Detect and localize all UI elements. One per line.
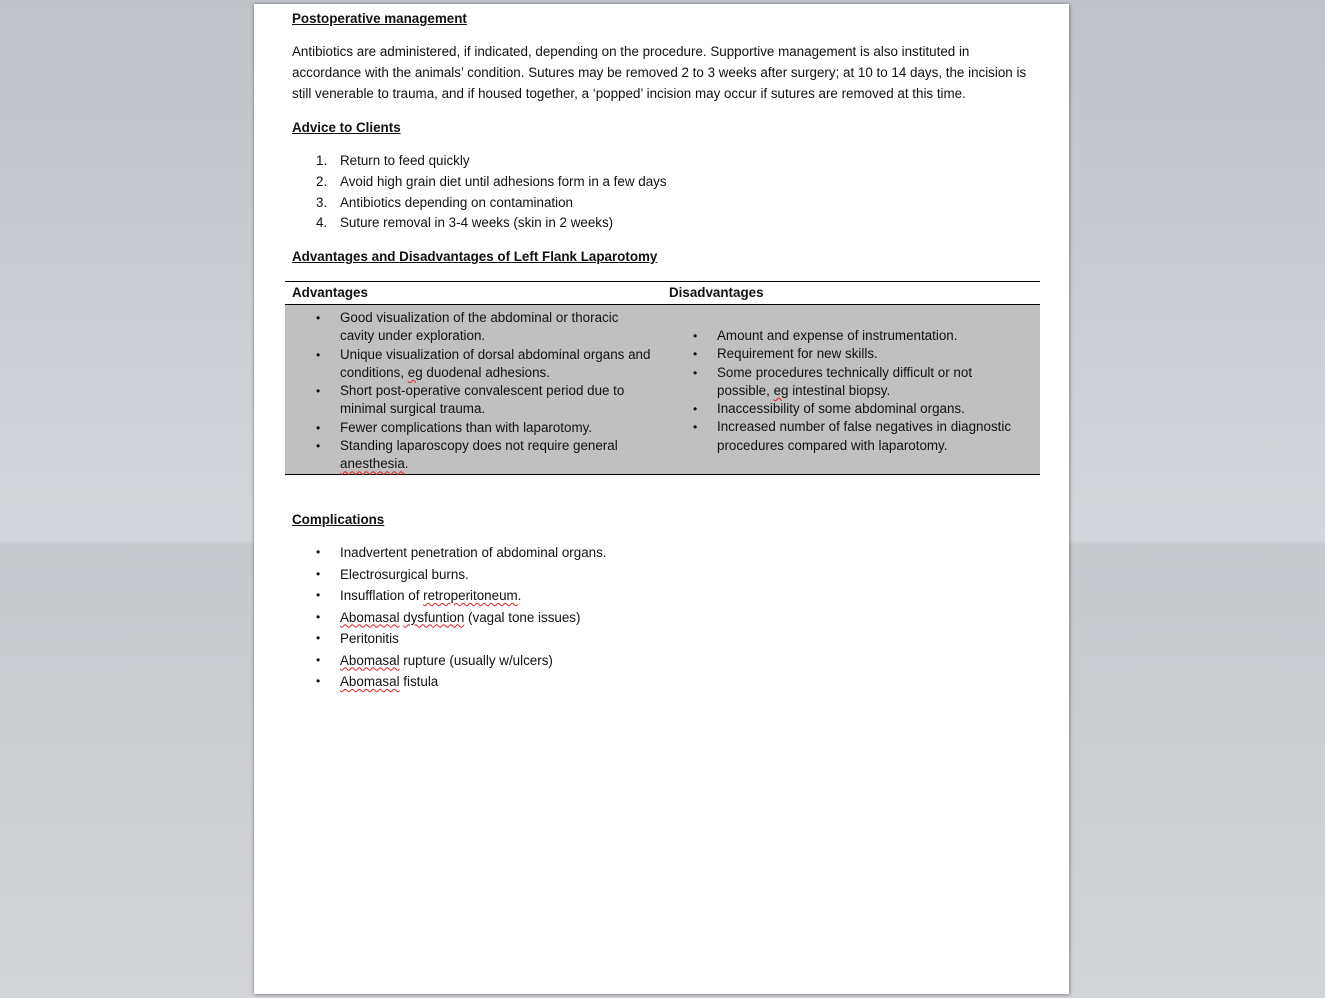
postop-paragraph	[292, 41, 1042, 104]
postop-line: still venerable to trauma, and if housed together, a ‘popped’ incision may occur if sutures are removed at this time.	[292, 86, 966, 101]
advice-heading: Advice to Clients	[292, 120, 401, 135]
list-item: • Electrosurgical burns.	[316, 566, 469, 582]
list-item: • Some procedures technically difficult or not possible, eg intestinal biopsy.	[693, 364, 973, 398]
list-item: • Abomasal dysfuntion (vagal tone issues)	[316, 609, 581, 625]
list-item: • Increased number of false negatives in diagnostic procedures compared with laparotomy.	[693, 419, 1012, 453]
list-item: • Peritonitis	[316, 631, 399, 646]
list-item: • Fewer complications than with laparotomy.	[316, 419, 593, 435]
table-body	[285, 305, 1040, 475]
col-header-disadvantages: Disadvantages	[669, 285, 764, 300]
list-item: 4. Suture removal in 3-4 weeks (skin in 2 weeks)	[316, 215, 614, 231]
postop-heading: Postoperative management	[292, 11, 467, 26]
list-item: • Abomasal rupture (usually w/ulcers)	[316, 652, 553, 668]
table-header	[285, 281, 1040, 305]
list-item: • Insufflation of retroperitoneum.	[316, 588, 522, 603]
complications-list	[292, 542, 607, 693]
list-item: • Standing laparoscopy does not require general anesthesia.	[316, 438, 618, 472]
list-item: • Inaccessibility of some abdominal organs.	[693, 401, 965, 417]
list-item: • Good visualization of the abdominal or thoracic cavity under exploration.	[316, 310, 619, 344]
list-item: • Short post-operative convalescent period due to minimal surgical trauma.	[316, 383, 625, 417]
col-header-advantages: Advantages	[292, 285, 368, 300]
postop-line: Antibiotics are administered, if indicated, depending on the procedure. Supportive management is also instituted in	[292, 44, 970, 59]
postop-line: accordance with the animals’ condition. Sutures may be removed 2 to 3 weeks after surgery; at 10 to 14 days, the incision is	[292, 65, 1027, 80]
list-item: 3. Antibiotics depending on contamination	[316, 194, 574, 210]
list-item: • Inadvertent penetration of abdominal organs.	[316, 545, 607, 560]
advice-list	[292, 151, 667, 234]
list-item: • Abomasal fistula	[316, 674, 439, 689]
advantages-list	[292, 309, 662, 474]
list-item: 1. Return to feed quickly	[316, 153, 470, 168]
list-item: 2. Avoid high grain diet until adhesions form in a few days	[316, 173, 667, 189]
advdis-heading: Advantages and Disadvantages of Left Flank Laparotomy	[292, 249, 658, 264]
complications-heading: Complications	[292, 512, 385, 527]
list-item: • Unique visualization of dorsal abdominal organs and conditions, eg duodenal adhesions.	[316, 346, 651, 380]
advantages-table	[285, 281, 1040, 475]
list-item: • Requirement for new skills.	[693, 346, 878, 362]
disadvantages-list	[669, 327, 1039, 455]
document-page	[254, 4, 1069, 994]
list-item: • Amount and expense of instrumentation.	[693, 328, 958, 343]
